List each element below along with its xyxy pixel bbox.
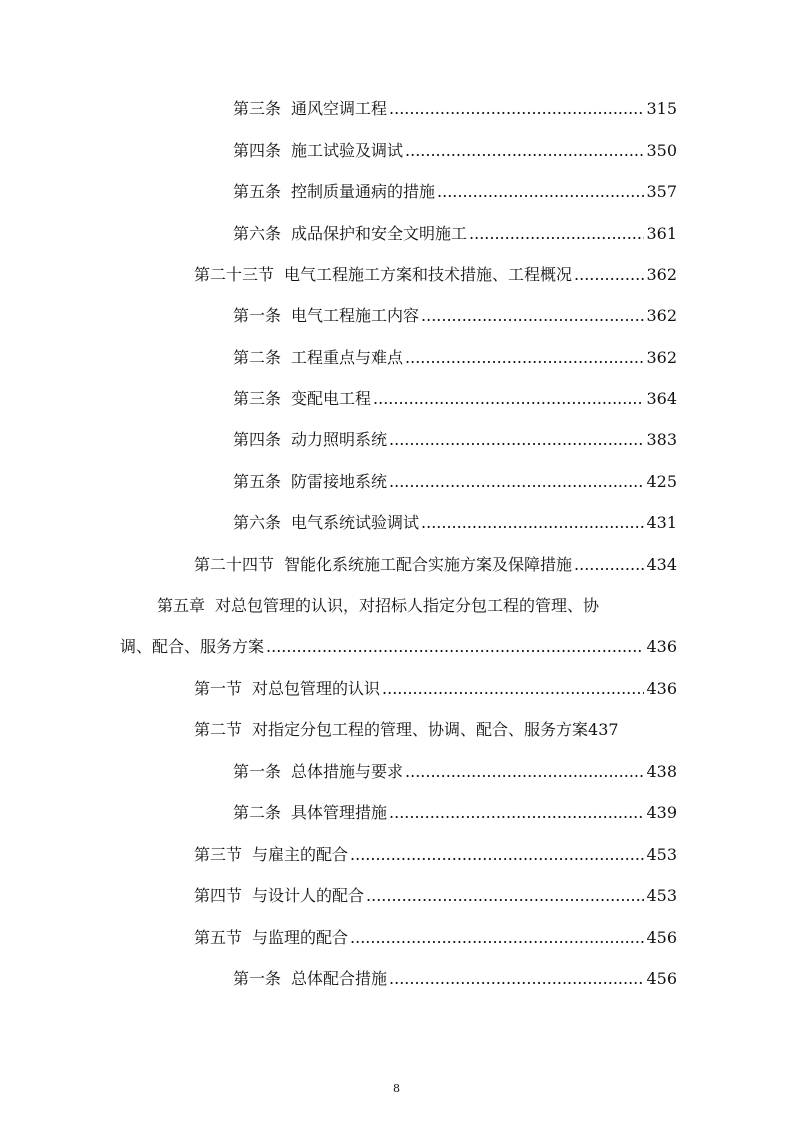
dot-leader <box>405 140 644 162</box>
toc-entry[interactable] <box>233 429 677 451</box>
toc-page-number: 436 <box>646 679 677 698</box>
toc-page-number: 439 <box>646 803 677 822</box>
toc-page-number: 436 <box>646 637 677 656</box>
toc-title: 施工试验及调试 <box>291 141 404 160</box>
toc-page-number: 357 <box>646 182 677 201</box>
toc-page-number: 438 <box>646 762 677 781</box>
dot-leader <box>389 802 644 824</box>
dot-leader <box>266 636 644 658</box>
toc-title: 对总包管理的认识，对招标人指定分包工程的管理、协 <box>215 596 600 615</box>
toc-label: 第二节 <box>194 720 243 739</box>
toc-title-continuation: 调、配合、服务方案 <box>120 637 265 656</box>
toc-label: 第四条 <box>233 430 282 449</box>
toc-label: 第四条 <box>233 141 282 160</box>
toc-page-number: 350 <box>646 141 677 160</box>
toc-title: 对指定分包工程的管理、协调、配合、服务方案 <box>252 720 589 739</box>
toc-page-number: 362 <box>646 306 677 325</box>
toc-title: 与雇主的配合 <box>252 845 349 864</box>
toc-entry[interactable] <box>194 554 677 576</box>
toc-title: 电气工程施工方案和技术措施、工程概况 <box>284 265 573 284</box>
toc-entry[interactable] <box>194 264 677 286</box>
toc-label: 第四节 <box>194 886 243 905</box>
toc-title: 智能化系统施工配合实施方案及保障措施 <box>284 555 573 574</box>
toc-label: 第三节 <box>194 845 243 864</box>
dot-leader <box>405 761 644 783</box>
toc-label: 第一条 <box>233 306 282 325</box>
toc-title: 通风空调工程 <box>291 99 388 118</box>
dot-leader <box>421 305 644 327</box>
toc-page-number: 425 <box>646 472 677 491</box>
toc-page-number: 362 <box>646 348 677 367</box>
toc-entry[interactable] <box>233 305 677 327</box>
toc-label: 第一节 <box>194 679 243 698</box>
toc-entry[interactable] <box>233 140 677 162</box>
toc-entry-continuation[interactable] <box>120 636 677 658</box>
toc-title: 与监理的配合 <box>252 928 349 947</box>
toc-label: 第二十四节 <box>194 555 275 574</box>
toc-entry[interactable] <box>233 512 677 534</box>
toc-title: 电气工程施工内容 <box>291 306 420 325</box>
toc-page-number: 456 <box>646 969 677 988</box>
dot-leader <box>574 554 644 576</box>
dot-leader <box>373 388 644 410</box>
dot-leader <box>366 885 644 907</box>
dot-leader <box>382 678 644 700</box>
toc-title: 防雷接地系统 <box>291 472 388 491</box>
toc-page-number: 453 <box>646 845 677 864</box>
toc-entry[interactable] <box>233 98 677 120</box>
toc-chapter-entry[interactable] <box>157 595 599 617</box>
toc-label: 第五条 <box>233 472 282 491</box>
toc-title: 电气系统试验调试 <box>291 513 420 532</box>
dot-leader <box>421 512 644 534</box>
toc-entry[interactable] <box>233 471 677 493</box>
toc-entry[interactable] <box>194 844 677 866</box>
toc-entry[interactable] <box>194 927 677 949</box>
toc-entry[interactable] <box>233 802 677 824</box>
dot-leader <box>405 347 644 369</box>
toc-title: 对总包管理的认识 <box>252 679 381 698</box>
toc-entry[interactable] <box>233 761 677 783</box>
toc-title: 控制质量通病的措施 <box>291 182 436 201</box>
toc-entry[interactable] <box>194 719 681 741</box>
toc-title: 动力照明系统 <box>291 430 388 449</box>
toc-label: 第三条 <box>233 389 282 408</box>
toc-page-number: 315 <box>646 99 677 118</box>
toc-label: 第一条 <box>233 762 282 781</box>
toc-title: 变配电工程 <box>291 389 372 408</box>
dot-leader <box>389 471 644 493</box>
dot-leader <box>437 181 644 203</box>
toc-entry[interactable] <box>233 347 677 369</box>
toc-title: 工程重点与难点 <box>291 348 404 367</box>
toc-page-number: 431 <box>646 513 677 532</box>
toc-label: 第六条 <box>233 513 282 532</box>
toc-page-number: 361 <box>646 224 677 243</box>
toc-title: 总体配合措施 <box>291 969 388 988</box>
toc-entry[interactable] <box>233 388 677 410</box>
dot-leader <box>389 98 644 120</box>
toc-entry[interactable] <box>194 885 677 907</box>
toc-page-number: 437 <box>588 720 619 739</box>
toc-entry[interactable] <box>194 678 677 700</box>
toc-label: 第五章 <box>157 596 206 615</box>
toc-label: 第二条 <box>233 803 282 822</box>
toc-label: 第二条 <box>233 348 282 367</box>
toc-entry[interactable] <box>233 223 677 245</box>
toc-label: 第三条 <box>233 99 282 118</box>
toc-label: 第一条 <box>233 969 282 988</box>
dot-leader <box>389 968 644 990</box>
page-number: 8 <box>393 1082 400 1095</box>
toc-page-number: 456 <box>646 928 677 947</box>
toc-label: 第五节 <box>194 928 243 947</box>
toc-page-number: 434 <box>646 555 677 574</box>
dot-leader <box>389 429 644 451</box>
toc-entry[interactable] <box>233 968 677 990</box>
toc-title: 具体管理措施 <box>291 803 388 822</box>
toc-title: 总体措施与要求 <box>291 762 404 781</box>
toc-entry[interactable] <box>233 181 677 203</box>
toc-label: 第二十三节 <box>194 265 275 284</box>
toc-page-number: 383 <box>646 430 677 449</box>
dot-leader <box>574 264 644 286</box>
dot-leader <box>350 927 644 949</box>
toc-label: 第五条 <box>233 182 282 201</box>
toc-page-number: 364 <box>646 389 677 408</box>
dot-leader <box>469 223 644 245</box>
toc-label: 第六条 <box>233 224 282 243</box>
toc-page-number: 362 <box>646 265 677 284</box>
toc-title: 与设计人的配合 <box>252 886 365 905</box>
toc-title: 成品保护和安全文明施工 <box>291 224 468 243</box>
toc-page-number: 453 <box>646 886 677 905</box>
dot-leader <box>350 844 644 866</box>
